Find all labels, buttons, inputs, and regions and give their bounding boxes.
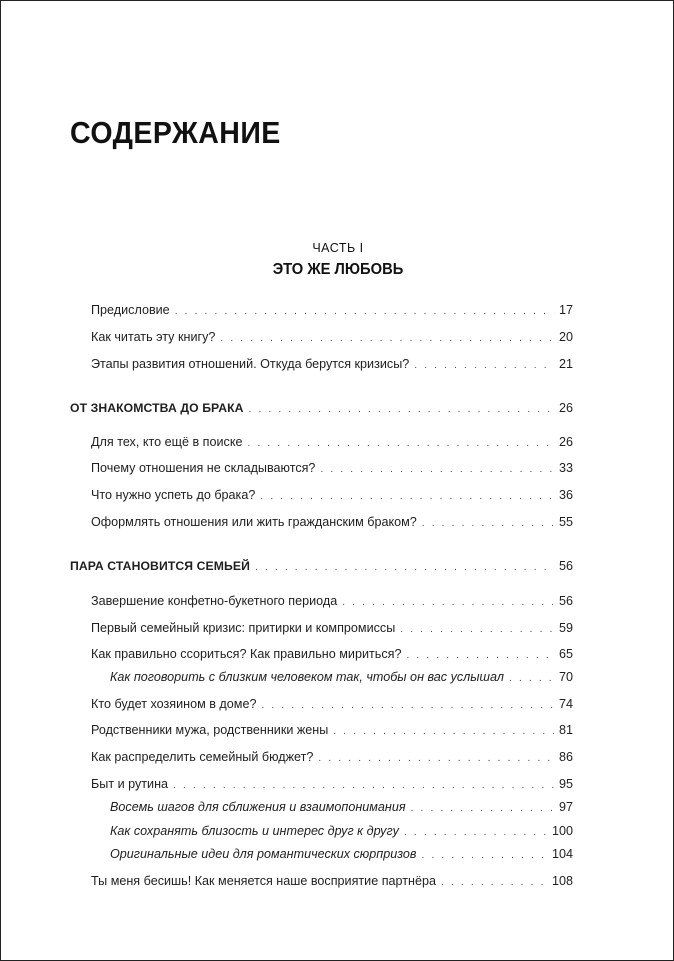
toc-entry[interactable] [91,874,573,888]
toc-entry-page: 70 [558,670,573,684]
toc-leader-dots [333,726,554,737]
toc-leader-dots [422,518,554,529]
toc-entry[interactable] [91,488,573,502]
toc-entry-title: Первый семейный кризис: притирки и компромиссы [91,621,396,635]
toc-subentry[interactable] [110,670,573,684]
toc-leader-dots [261,700,554,711]
toc-entry-title: Быт и рутина [91,777,169,791]
toc-leader-dots [220,333,554,344]
toc-entry-title: Как распределить семейный бюджет? [91,750,314,764]
toc-entry-page: 36 [558,488,573,502]
toc-entry[interactable] [91,621,573,635]
toc-entry[interactable] [91,697,573,711]
toc-entry-title: Этапы развития отношений. Откуда берутся кризисы? [91,357,410,371]
toc-entry-page: 108 [551,874,573,888]
toc-subentry-title: Оригинальные идеи для романтических сюрпризов [110,847,417,861]
toc-entry-page: 59 [558,621,573,635]
toc-entry[interactable] [91,594,573,608]
toc-entry-title: Как читать эту книгу? [91,330,216,344]
toc-section-heading[interactable] [70,559,573,573]
toc-section-title: ПАРА СТАНОВИТСЯ СЕМЬЕЙ [70,559,250,573]
toc-entry-page: 20 [558,330,573,344]
toc-leader-dots [248,438,554,449]
toc-entry[interactable] [91,777,573,791]
toc-entry-title: Оформлять отношения или жить гражданским браком? [91,515,417,529]
toc-entry[interactable] [91,330,573,344]
toc-entry-page: 97 [558,800,573,814]
toc-entry-title: Почему отношения не складываются? [91,461,316,475]
toc-leader-dots [342,597,554,608]
toc-entry-page: 56 [558,594,573,608]
toc-entry-title: Родственники мужа, родственники жены [91,723,329,737]
toc-entry-page: 33 [558,461,573,475]
toc-subentry-title: Как поговорить с близким человеком так, чтобы он вас услышал [110,670,504,684]
toc-entry[interactable] [91,750,573,764]
toc-entry-page: 26 [558,401,573,415]
toc-leader-dots [414,360,554,371]
toc-subentry[interactable] [110,824,573,838]
toc-entry-page: 65 [558,647,573,661]
toc-leader-dots [320,464,554,475]
toc-entry-title: Что нужно успеть до брака? [91,488,256,502]
toc-entry-page: 55 [558,515,573,529]
toc-leader-dots [441,877,547,888]
toc-leader-dots [509,673,554,684]
toc-entry-title: Предисловие [91,303,170,317]
toc-leader-dots [411,803,554,814]
toc-entry-page: 100 [551,824,573,838]
toc-subentry[interactable] [110,847,573,861]
toc-leader-dots [404,827,547,838]
toc-leader-dots [249,404,554,415]
toc-entry[interactable] [91,723,573,737]
toc-subentry-title: Как сохранять близость и интерес друг к другу [110,824,399,838]
toc-entry-page: 95 [558,777,573,791]
toc-entry[interactable] [91,303,573,317]
toc-entry-page: 56 [558,559,573,573]
toc-leader-dots [318,753,554,764]
toc-section-title: ОТ ЗНАКОМСТВА ДО БРАКА [70,401,244,415]
toc-entry-page: 26 [558,435,573,449]
toc-leader-dots [422,850,547,861]
toc-leader-dots [175,306,554,317]
toc-subentry-title: Восемь шагов для сближения и взаимопонимания [110,800,406,814]
toc-subentry[interactable] [110,800,573,814]
toc-entry[interactable] [91,435,573,449]
toc-entry-title: Завершение конфетно-букетного периода [91,594,338,608]
toc-entry-page: 17 [558,303,573,317]
toc-entry-title: Для тех, кто ещё в поиске [91,435,243,449]
toc-entry-page: 81 [558,723,573,737]
toc-entry[interactable] [91,515,573,529]
toc-entry-page: 104 [551,847,573,861]
toc-entry[interactable] [91,461,573,475]
toc-leader-dots [173,780,554,791]
toc-leader-dots [406,650,554,661]
toc-entry-title: Ты меня бесишь! Как меняется наше восприятие партнёра [91,874,436,888]
part-title: ЭТО ЖЕ ЛЮБОВЬ [272,261,404,278]
toc-entry-page: 74 [558,697,573,711]
toc-entry-page: 21 [558,357,573,371]
toc-leader-dots [400,624,554,635]
page-title: СОДЕРЖАНИЕ [70,115,281,150]
toc-entry[interactable] [91,357,573,371]
toc-leader-dots [260,491,554,502]
toc-section-heading[interactable] [70,401,573,415]
toc-entry[interactable] [91,647,573,661]
part-label: ЧАСТЬ I [312,241,364,255]
toc-entry-title: Кто будет хозяином в доме? [91,697,257,711]
toc-entry-page: 86 [558,750,573,764]
toc-entry-title: Как правильно ссориться? Как правильно мириться? [91,647,402,661]
toc-leader-dots [255,562,554,573]
